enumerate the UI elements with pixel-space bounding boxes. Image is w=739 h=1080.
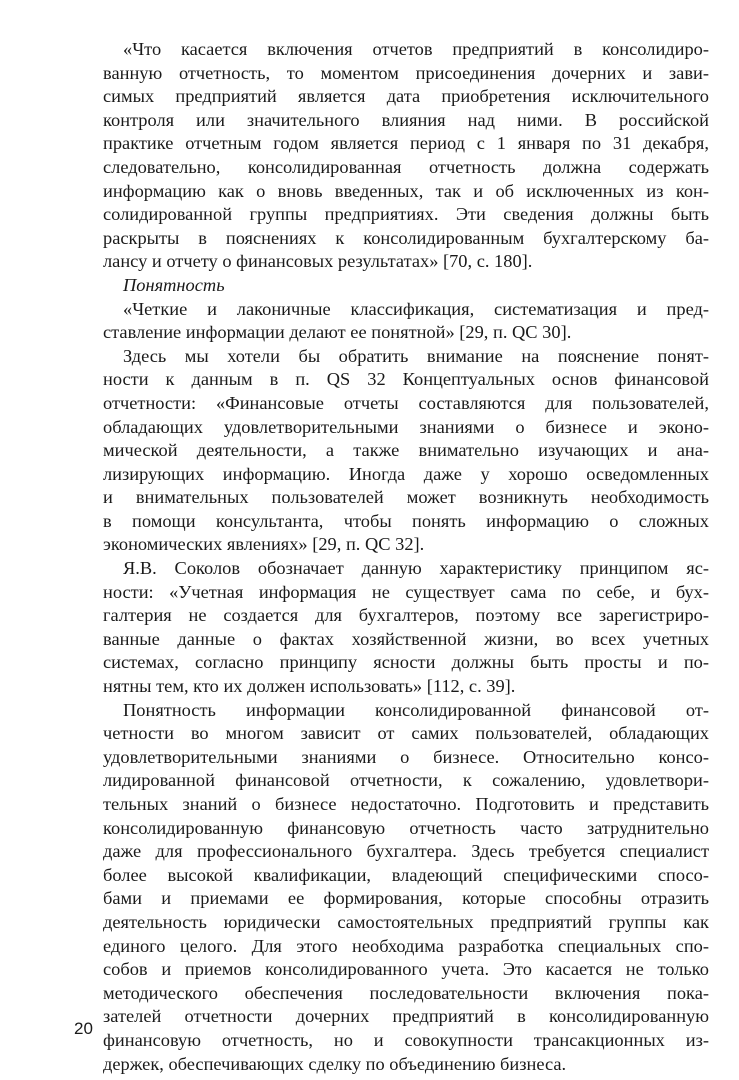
text-line: Здесь мы хотели бы обратить внимание на пояснение понят- [123,345,709,366]
paragraph-qs32-explanation [103,345,709,557]
text-line: контроля или значительного влияния над ними. В российской [103,109,709,130]
text-line: ности к данным в п. QS 32 Концептуальных основ финансовой [103,369,709,390]
text-line: более высокой квалификации, владеющий специфическими спосо- [103,864,709,885]
paragraph-definition-quote [103,298,709,345]
text-line: ности: «Учетная информация не существует сама по себе, и бух- [103,581,709,602]
text-line: информацию как о вновь введенных, так и об исключенных из кон- [103,180,709,201]
text-line: «Что касается включения отчетов предприятий в консолидиро- [123,39,709,59]
text-line: держек, обеспечивающих сделку по объединению бизнеса. [103,1053,567,1074]
text-line: симых предприятий является дата приобретения исключительного [103,86,709,107]
text-line: бами и приемами ее формирования, которые способны отразить [103,888,709,909]
text-line: финансовую отчетность, но и совокупности трансакционных из- [103,1029,709,1050]
text-line: ставление информации делают ее понятной» [29, п. QC 30]. [103,322,572,343]
text-line: практике отчетным годом является период с 1 января по 31 декабря, [103,133,709,154]
page-number: 20 [74,1019,93,1038]
text-line: лансу и отчету о финансовых результатах» [70, с. 180]. [103,251,533,272]
text-line: системах, согласно принципу ясности должны быть просты и по- [103,652,709,673]
text-line: даже для профессионального бухгалтера. Здесь требуется специалист [103,841,709,862]
paragraph-consolidated-understandability [103,699,709,1077]
text-line: консолидированную финансовую отчетность часто затруднительно [103,817,709,838]
text-line: зателей отчетности дочерних предприятий в консолидированную [103,1006,709,1027]
text-line: нятны тем, кто их должен использовать» [112, с. 39]. [103,676,516,697]
text-line: и внимательных пользователей может возникнуть необходимость [103,487,709,508]
text-line: Понятность информации консолидированной финансовой от- [123,699,709,720]
text-line: в помощи консультанта, чтобы понять информацию о сложных [103,510,709,531]
subheading-understandability: Понятность [123,274,225,295]
text-line: раскрыты в пояснениях к консолидированным бухгалтерскому ба- [103,227,709,248]
text-line: единого целого. Для этого необходима разработка специальных спо- [103,935,709,956]
text-line: четности во многом зависит от самих пользователей, обладающих [103,723,709,744]
text-line: удовлетворительными знаниями о бизнесе. Относительно консо- [103,746,709,767]
paragraph-consolidation-quote [103,38,709,274]
text-line: лидированной финансовой отчетности, к сожалению, удовлетвори- [103,770,709,791]
page-body [103,38,709,1076]
text-line: следовательно, консолидированная отчетность должна содержать [103,156,709,177]
text-line: «Четкие и лаконичные классификация, систематизация и пред- [123,298,709,319]
text-line: деятельность юридически самостоятельных предприятий группы как [103,911,709,932]
text-line: солидированной группы предприятиях. Эти сведения должны быть [103,204,709,225]
section-subheading [103,274,709,298]
text-line: экономических явлениях» [29, п. QC 32]. [103,534,425,555]
text-line: мической деятельности, а также внимательно изучающих и ана- [103,440,709,461]
text-line: методического обеспечения последовательности включения пока- [103,982,709,1003]
text-line: обладающих удовлетворительными знаниями о бизнесе и эконо- [103,416,709,437]
text-line: лизирующих информацию. Иногда даже у хорошо осведомленных [103,463,709,484]
text-line: собов и приемов консолидированного учета. Это касается не только [103,959,709,980]
text-line: ванную отчетность, то моментом присоединения дочерних и зави- [103,62,709,83]
text-line: ванные данные о фактах хозяйственной жизни, во всех учетных [103,628,709,649]
text-line: Я.В. Соколов обозначает данную характеристику принципом яс- [123,558,709,579]
text-line: тельных знаний о бизнесе недостаточно. Подготовить и представить [103,794,709,814]
paragraph-sokolov-principle [103,557,709,699]
text-line: галтерия не создается для бухгалтеров, поэтому все зарегистриро- [103,605,709,626]
text-line: отчетности: «Финансовые отчеты составляются для пользователей, [103,392,709,413]
